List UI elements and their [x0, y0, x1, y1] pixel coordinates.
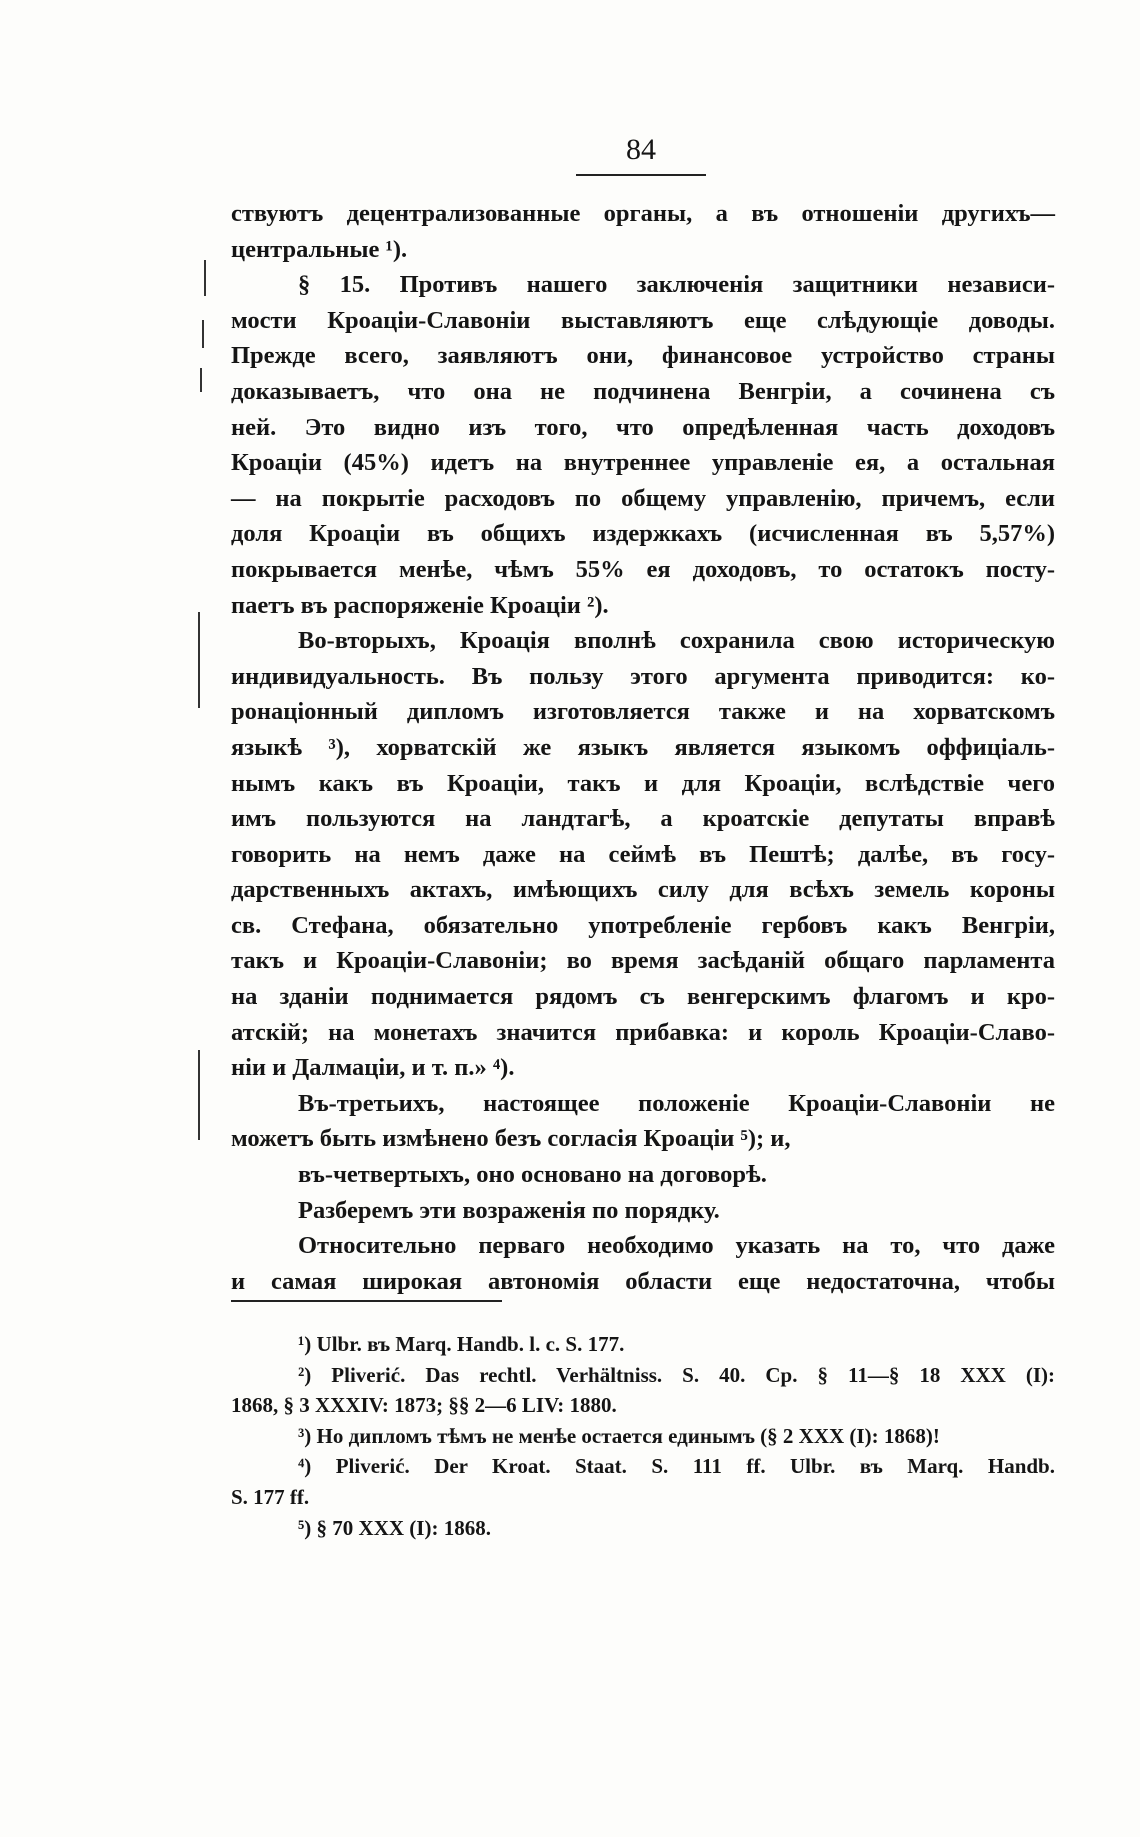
text-line: доля Кроаціи въ общихъ издержкахъ (исчисленная въ 5,57%)	[231, 520, 1055, 548]
text-line: Прежде всего, заявляютъ они, финансовое устройство страны	[231, 342, 1055, 370]
text-line: можетъ быть измѣнено безъ согласія Кроаціи ⁵); и,	[231, 1125, 791, 1153]
text-line: ніи и Далмаціи, и т. п.» ⁴).	[231, 1054, 515, 1082]
text-line: Разберемъ эти возраженія по порядку.	[298, 1196, 720, 1224]
text-line: языкѣ ³), хорватскій же языкъ является языкомъ оффиціаль-	[231, 733, 1055, 761]
margin-pencil-marks	[190, 260, 230, 1160]
footnote-line: ¹) Ulbr. въ Marq. Handb. l. c. S. 177.	[298, 1332, 625, 1356]
text-line: § 15. Противъ нашего заключенія защитники независи-	[298, 271, 1055, 299]
page-number: 84	[626, 133, 656, 166]
footnote-line: S. 177 ff.	[231, 1484, 310, 1509]
text-line: имъ пользуются на ландтагѣ, а кроатскіе депутаты вправѣ	[231, 805, 1055, 833]
text-line: Въ-третьихъ, настоящее положеніе Кроаціи-Славоніи не	[298, 1089, 1055, 1117]
text-line: покрывается менѣе, чѣмъ 55% ея доходовъ, то остатокъ посту-	[231, 555, 1055, 583]
text-line: св. Стефана, обязательно употребленіе гербовъ какъ Венгріи,	[231, 911, 1055, 939]
footnote-line: ²) Pliverić. Das rechtl. Verhältniss. S. 40. Ср. § 11—§ 18 XXX (I):	[298, 1362, 1055, 1387]
text-line: на зданіи поднимается рядомъ съ венгерскимъ флагомъ и кро-	[231, 983, 1055, 1011]
text-line: доказываетъ, что она не подчинена Венгріи, а сочинена съ	[231, 377, 1055, 405]
text-line: ней. Это видно изъ того, что опредѣленная часть доходовъ	[231, 413, 1055, 441]
text-line: и самая широкая автономія области еще недостаточна, чтобы	[231, 1267, 1055, 1295]
page-number-rule	[576, 174, 706, 176]
text-line: дарственныхъ актахъ, имѣющихъ силу для всѣхъ земель короны	[231, 876, 1055, 904]
footnotes	[231, 1329, 1055, 1543]
text-line: нымъ какъ въ Кроаціи, такъ и для Кроаціи, вслѣдствіе чего	[231, 769, 1055, 797]
text-line: ронаціонный дипломъ изготовляется также и на хорватскомъ	[231, 698, 1055, 726]
text-line: ствуютъ децентрализованные органы, а въ отношеніи другихъ—	[231, 200, 1055, 227]
footnote-line: ⁴) Pliverić. Der Kroat. Staat. S. 111 ff. Ulbr. въ Marq. Handb.	[298, 1454, 1055, 1479]
text-line: паетъ въ распоряженіе Кроаціи ²).	[231, 591, 609, 619]
text-line: — на покрытіе расходовъ по общему управленію, причемъ, если	[231, 484, 1055, 512]
text-line: говорить на немъ даже на сеймѣ въ Пештѣ; далѣе, въ госу-	[231, 840, 1055, 868]
text-line: такъ и Кроаціи-Славоніи; во время засѣданій общаго парламента	[231, 947, 1055, 975]
text-line: Относительно перваго необходимо указать на то, что даже	[298, 1232, 1055, 1260]
text-line: индивидуальность. Въ пользу этого аргумента приводится: ко-	[231, 662, 1055, 690]
text-line: Во-вторыхъ, Кроація вполнѣ сохранила свою историческую	[298, 627, 1055, 655]
text-line: центральные ¹).	[231, 235, 408, 263]
text-line: въ-четвертыхъ, оно основано на договорѣ.	[298, 1161, 767, 1189]
text-line: мости Кроаціи-Славоніи выставляютъ еще слѣдующіе доводы.	[231, 306, 1055, 334]
footnote-line: ⁵) § 70 XXX (I): 1868.	[298, 1515, 491, 1540]
footnote-separator	[231, 1300, 502, 1302]
text-line: Кроаціи (45%) идетъ на внутреннее управленіе ея, а остальная	[231, 449, 1055, 477]
footnote-line: ³) Но дипломъ тѣмъ не менѣе остается единымъ (§ 2 XXX (I): 1868)!	[298, 1423, 940, 1448]
text-line: атскій; на монетахъ значится прибавка: и король Кроаціи-Славо-	[231, 1018, 1055, 1046]
footnote-line: 1868, § 3 XXXIV: 1873; §§ 2—6 LIV: 1880.	[231, 1393, 617, 1418]
main-text	[231, 196, 1055, 1299]
